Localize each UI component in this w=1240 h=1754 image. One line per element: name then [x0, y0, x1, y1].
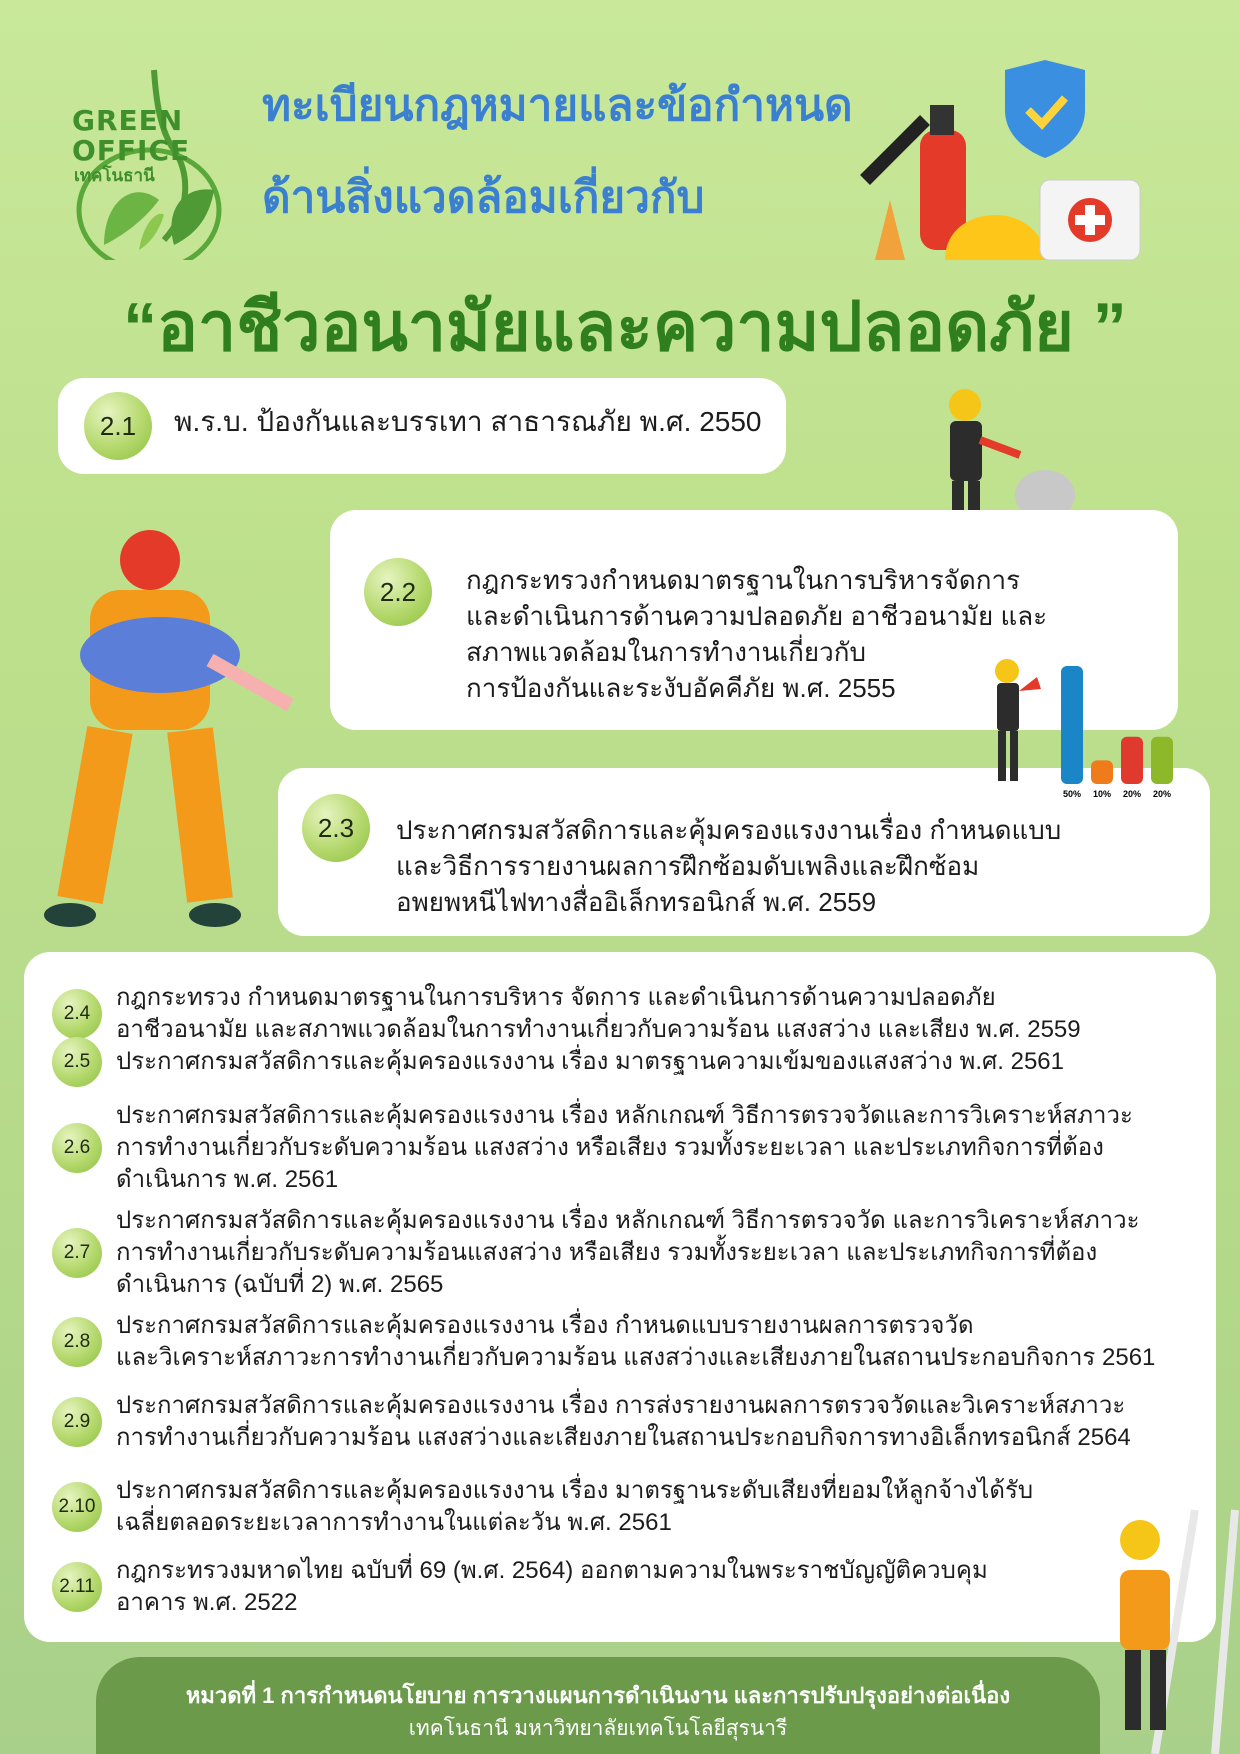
footer-organization: เทคโนธานี มหาวิทยาลัยเทคโนโลยีสุรนารี: [408, 1717, 788, 1740]
list-item-line: ดำเนินการ พ.ศ. 2561: [116, 1166, 339, 1193]
item-number: 2.7: [52, 1228, 102, 1278]
item-number: 2.5: [52, 1037, 102, 1087]
list-item-line: การทำงานเกี่ยวกับระดับความร้อน แสงสว่าง หรือเสียง รวมทั้งระยะเวลา และประเภทกิจการที่ต้อง: [116, 1134, 1104, 1161]
law-card-2-1: [58, 378, 786, 474]
chart-bar: [1091, 760, 1113, 784]
card-text-line: และวิธีการรายงานผลการฝึกซ้อมดับเพลิงและฝึกซ้อม: [396, 851, 980, 881]
chart-data-label: 50%: [1062, 789, 1082, 799]
card-text-line: ประกาศกรมสวัสดิการและคุ้มครองแรงงานเรื่อง กำหนดแบบ: [396, 815, 1062, 845]
list-item: [116, 1475, 1186, 1539]
bar-chart: [1055, 660, 1180, 800]
list-item-line: ดำเนินการ (ฉบับที่ 2) พ.ศ. 2565: [116, 1271, 444, 1298]
card-text-line: กฎกระทรวงกำหนดมาตรฐานในการบริหารจัดการ: [466, 565, 1021, 595]
list-item: [116, 1555, 1186, 1619]
item-number: 2.6: [52, 1123, 102, 1173]
footer-category: หมวดที่ 1 การกำหนดนโยบาย การวางแผนการดำเนินงาน และการปรับปรุงอย่างต่อเนื่อง: [185, 1683, 1011, 1708]
list-item-line: และวิเคราะห์สภาวะการทำงานเกี่ยวกับความร้อน แสงสว่างและเสียงภายในสถานประกอบกิจการ 2561: [116, 1344, 1156, 1371]
chart-data-label: 10%: [1092, 789, 1112, 799]
list-item-line: ประกาศกรมสวัสดิการและคุ้มครองแรงงาน เรื่อง หลักเกณฑ์ วิธีการตรวจวัด และการวิเคราะห์สภาวะ: [116, 1207, 1140, 1234]
page-title-line2: ด้านสิ่งแวดล้อมเกี่ยวกับ: [262, 173, 705, 222]
list-item: [116, 1046, 1186, 1078]
logo-office-text: OFFICE: [72, 134, 191, 167]
firefighter-megaphone-icon: [985, 655, 1045, 790]
card-text-line: สภาพแวดล้อมในการทำงานเกี่ยวกับ: [466, 637, 866, 667]
list-item: [116, 1390, 1186, 1454]
list-item-line: ประกาศกรมสวัสดิการและคุ้มครองแรงงาน เรื่อง มาตรฐานระดับเสียงที่ยอมให้ลูกจ้างได้รับ: [116, 1477, 1034, 1504]
list-item-line: ประกาศกรมสวัสดิการและคุ้มครองแรงงาน เรื่อง การส่งรายงานผลการตรวจวัดและวิเคราะห์สภาวะ: [116, 1392, 1126, 1419]
firefighter-rescue-illustration: [20, 520, 320, 940]
chart-bar: [1061, 666, 1083, 784]
item-number: 2.1: [84, 392, 152, 460]
page-title-main: “อาชีวอนามัยและความปลอดภัย ”: [123, 289, 1127, 365]
card-text-line: การป้องกันและระงับอัคคีภัย พ.ศ. 2555: [466, 673, 896, 703]
item-number: 2.10: [52, 1482, 102, 1532]
list-item-line: กฎกระทรวงมหาดไทย ฉบับที่ 69 (พ.ศ. 2564) ออกตามความในพระราชบัญญัติควบคุม: [116, 1557, 988, 1584]
card-text-line: อพยพหนีไฟทางสื่ออิเล็กทรอนิกส์ พ.ศ. 2559: [396, 887, 877, 917]
item-number: 2.2: [364, 558, 432, 626]
list-item-line: ประกาศกรมสวัสดิการและคุ้มครองแรงงาน เรื่อง มาตรฐานความเข้มของแสงสว่าง พ.ศ. 2561: [116, 1048, 1064, 1075]
chart-bar: [1121, 737, 1143, 784]
list-item-line: อาคาร พ.ศ. 2522: [116, 1589, 298, 1616]
list-item-line: ประกาศกรมสวัสดิการและคุ้มครองแรงงาน เรื่อง กำหนดแบบรายงานผลการตรวจวัด: [116, 1312, 974, 1339]
item-number: 2.11: [52, 1562, 102, 1612]
item-number: 2.8: [52, 1317, 102, 1367]
item-number: 2.4: [52, 989, 102, 1039]
list-item-line: ประกาศกรมสวัสดิการและคุ้มครองแรงงาน เรื่อง หลักเกณฑ์ วิธีการตรวจวัดและการวิเคราะห์สภาวะ: [116, 1102, 1133, 1129]
item-number: 2.9: [52, 1397, 102, 1447]
list-item-line: กฎกระทรวง กำหนดมาตรฐานในการบริหาร จัดการ และดำเนินการด้านความปลอดภัย: [116, 984, 996, 1011]
list-item-line: อาชีวอนามัย และสภาพแวดล้อมในการทำงานเกี่ยวกับความร้อน แสงสว่าง และเสียง พ.ศ. 2559: [116, 1016, 1081, 1043]
logo-subtext: เทคโนธานี: [74, 166, 155, 185]
logo-green-text: GREEN: [72, 104, 184, 137]
list-item-line: การทำงานเกี่ยวกับระดับความร้อนแสงสว่าง หรือเสียง รวมทั้งระยะเวลา และประเภทกิจการที่ต้อง: [116, 1239, 1098, 1266]
law-card-2-2: [330, 510, 1178, 730]
firefighter-ladder-illustration: [1100, 1500, 1240, 1754]
list-item-line: การทำงานเกี่ยวกับความร้อน แสงสว่างและเสียงภายในสถานประกอบกิจการทางอิเล็กทรอนิกส์ 2564: [116, 1424, 1131, 1451]
page-title-line1: ทะเบียนกฎหมายและข้อกำหนด: [262, 81, 853, 130]
list-item: [116, 1310, 1186, 1374]
card-text-line: และดำเนินการด้านความปลอดภัย อาชีวอนามัย และ: [466, 601, 1048, 631]
list-item: [116, 1205, 1186, 1301]
card-text: พ.ร.บ. ป้องกันและบรรเทา สาธารณภัย พ.ศ. 2550: [174, 406, 762, 437]
chart-data-label: 20%: [1152, 789, 1172, 799]
item-number: 2.3: [302, 794, 370, 862]
safety-equipment-illustration: [845, 60, 1175, 270]
list-item-line: เฉลี่ยตลอดระยะเวลาการทำงานในแต่ละวัน พ.ศ. 2561: [116, 1509, 672, 1536]
list-item: [116, 1100, 1186, 1196]
chart-bar: [1151, 737, 1173, 784]
list-item: [116, 982, 1186, 1046]
chart-data-label: 20%: [1122, 789, 1142, 799]
